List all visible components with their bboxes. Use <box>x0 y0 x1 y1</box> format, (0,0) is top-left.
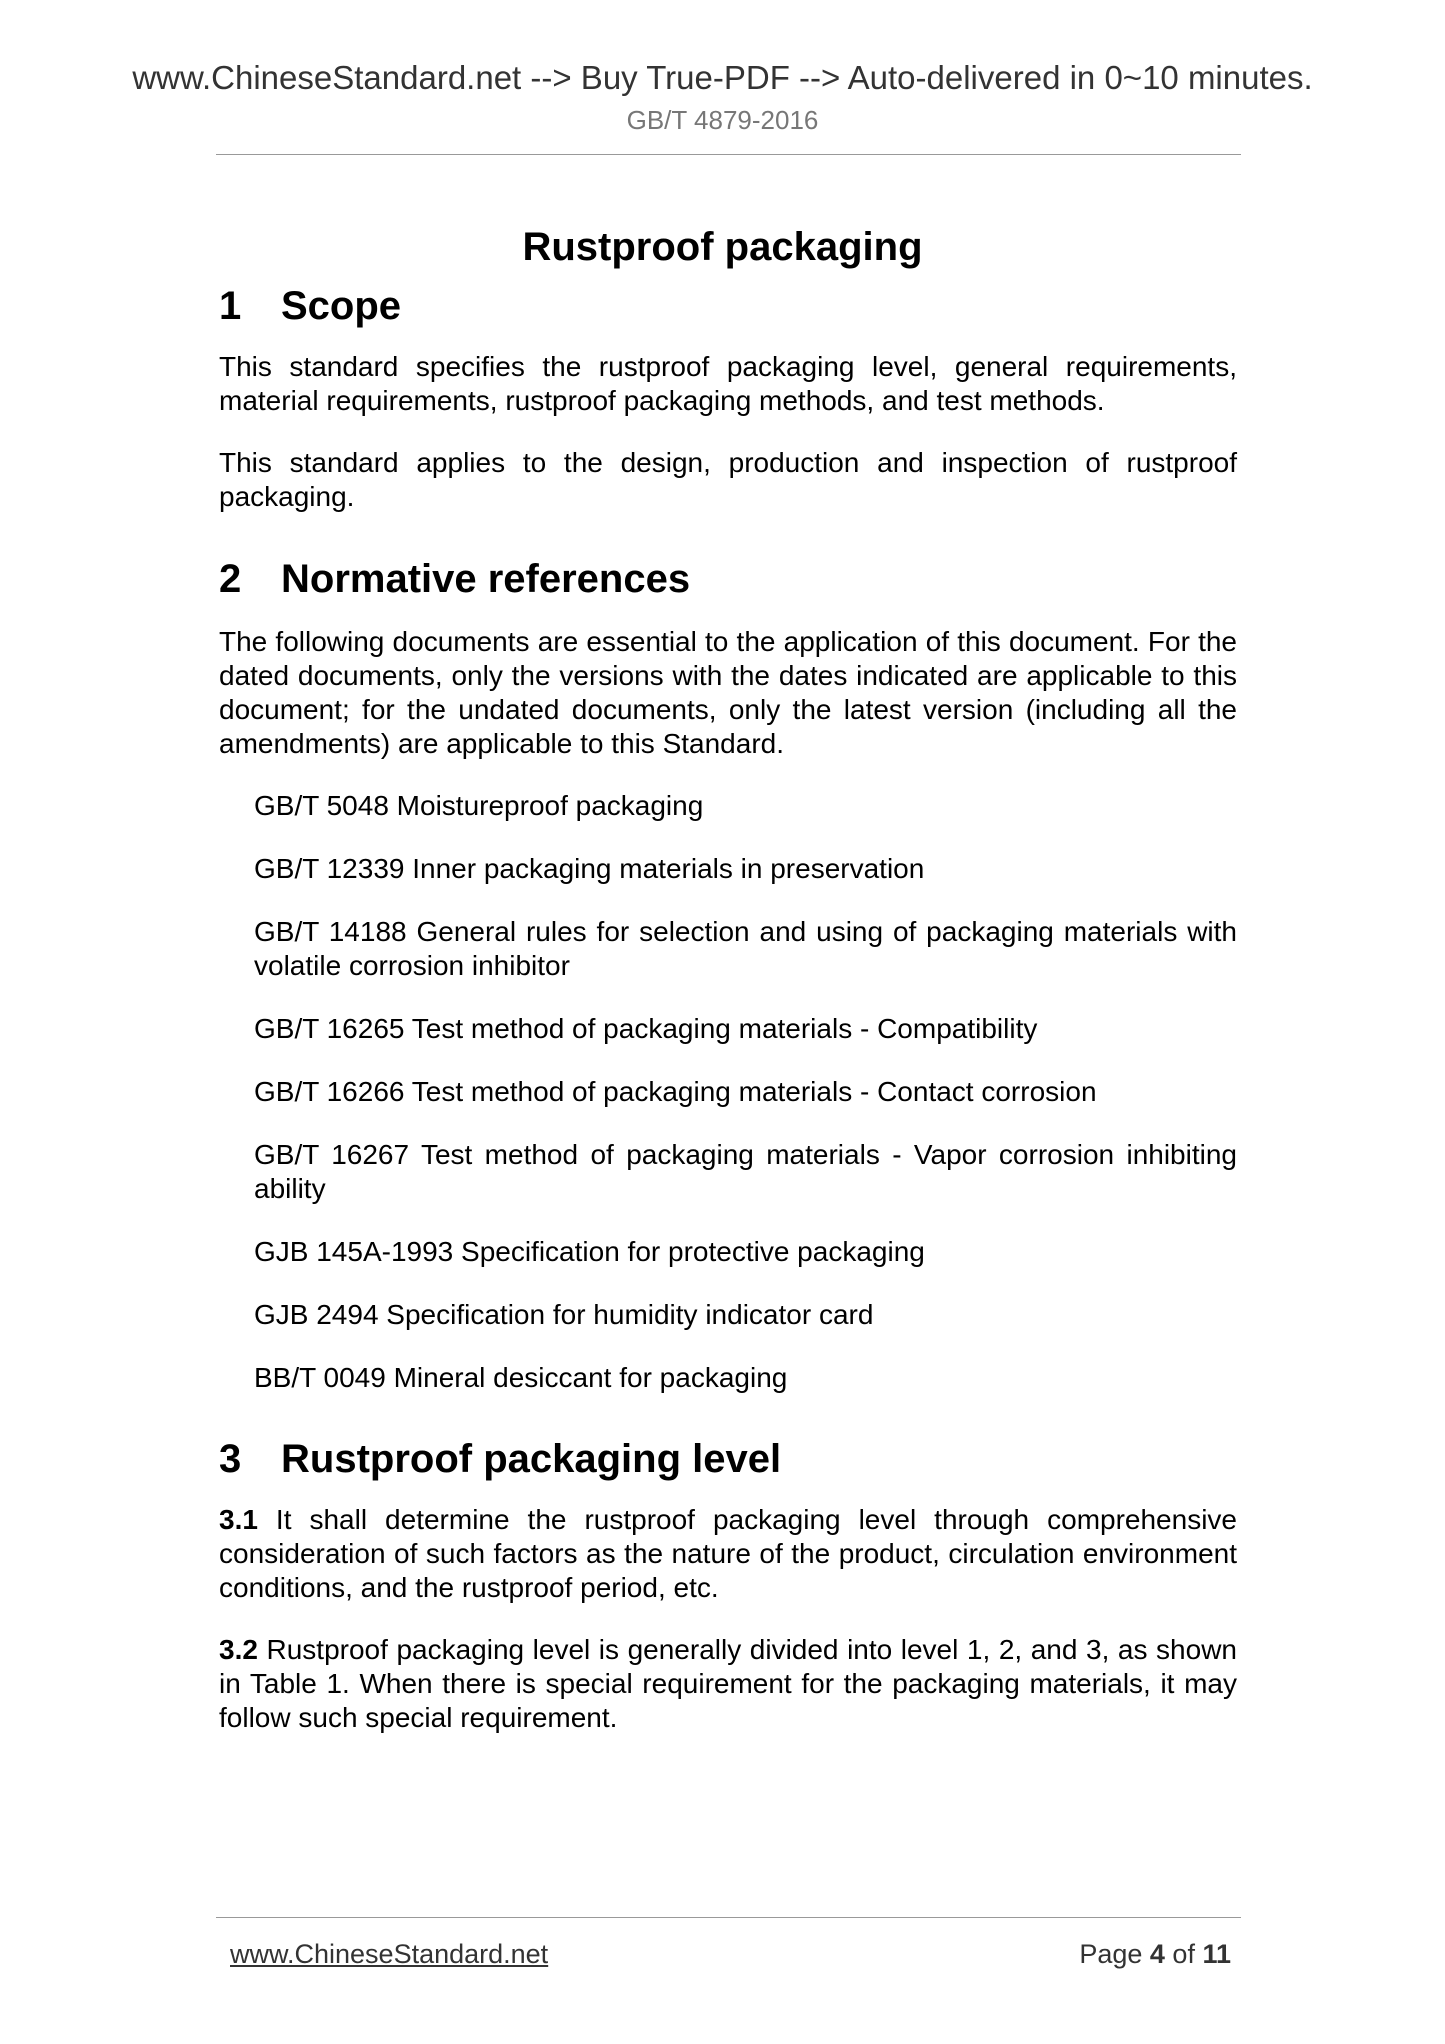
reference-item: GB/T 16266 Test method of packaging materials - Contact corrosion <box>254 1076 1097 1107</box>
document-title: Rustproof packaging <box>522 224 923 269</box>
page-of: of <box>1164 1939 1203 1969</box>
current-page-number: 4 <box>1149 1939 1165 1969</box>
paragraph: This standard applies to the design, production and inspection of rustproof packaging. <box>219 447 1237 512</box>
page-indicator <box>1079 1937 1231 1971</box>
section-title: Rustproof packaging level <box>281 1437 782 1481</box>
document-body <box>219 282 1237 1735</box>
section-heading-normative-references <box>219 555 1237 603</box>
reference-item: GB/T 16267 Test method of packaging materials - Vapor corrosion inhibiting ability <box>254 1139 1237 1204</box>
section-heading-rustproof-packaging-level <box>219 1435 1237 1483</box>
footer-divider <box>216 1917 1241 1918</box>
reference-item: GJB 2494 Specification for humidity indicator card <box>254 1299 874 1330</box>
reference-item: GB/T 16265 Test method of packaging materials - Compatibility <box>254 1013 1038 1044</box>
promo-banner[interactable]: www.ChineseStandard.net --> Buy True-PDF --> Auto-delivered in 0~10 minutes. <box>132 59 1313 96</box>
section-number: 2 <box>219 557 242 601</box>
clause-text: It shall determine the rustproof packaging level through comprehensive consideration of such factors as the nature of the product, circulation environment conditions, and the rustproof period, etc. <box>219 1504 1237 1603</box>
clause-text: Rustproof packaging level is generally divided into level 1, 2, and 3, as shown in Table 1. When there is special requirement for the packaging materials, it may follow such special requirement. <box>219 1634 1237 1733</box>
footer-website-link[interactable]: www.ChineseStandard.net <box>230 1939 549 1969</box>
clause-3-1 <box>219 1503 1237 1605</box>
reference-item: GB/T 5048 Moistureproof packaging <box>254 790 704 821</box>
section-title: Scope <box>281 284 402 328</box>
reference-item: GJB 145A-1993 Specification for protective packaging <box>254 1236 925 1267</box>
reference-item: BB/T 0049 Mineral desiccant for packaging <box>254 1362 788 1393</box>
clause-number: 3.2 <box>219 1634 258 1665</box>
section-title: Normative references <box>281 557 691 601</box>
clause-number: 3.1 <box>219 1504 258 1535</box>
section-heading-scope <box>219 282 1237 330</box>
reference-item: GB/T 14188 General rules for selection and using of packaging materials with volatile corrosion inhibitor <box>254 916 1237 981</box>
clause-3-2 <box>219 1633 1237 1735</box>
paragraph: This standard specifies the rustproof packaging level, general requirements, material requirements, rustproof packaging methods, and test methods. <box>219 351 1237 416</box>
header-divider <box>216 154 1241 155</box>
section-number: 3 <box>219 1437 242 1481</box>
section-number: 1 <box>219 284 242 328</box>
document-id: GB/T 4879-2016 <box>626 105 819 135</box>
total-page-count: 11 <box>1202 1939 1231 1969</box>
reference-item: GB/T 12339 Inner packaging materials in preservation <box>254 853 925 884</box>
paragraph: The following documents are essential to the application of this document. For the dated documents, only the versions with the dates indicated are applicable to this document; for the undated documents, only the latest version (including all the amendments) are applicable to this Standard. <box>219 626 1237 759</box>
page-prefix: Page <box>1079 1939 1150 1969</box>
